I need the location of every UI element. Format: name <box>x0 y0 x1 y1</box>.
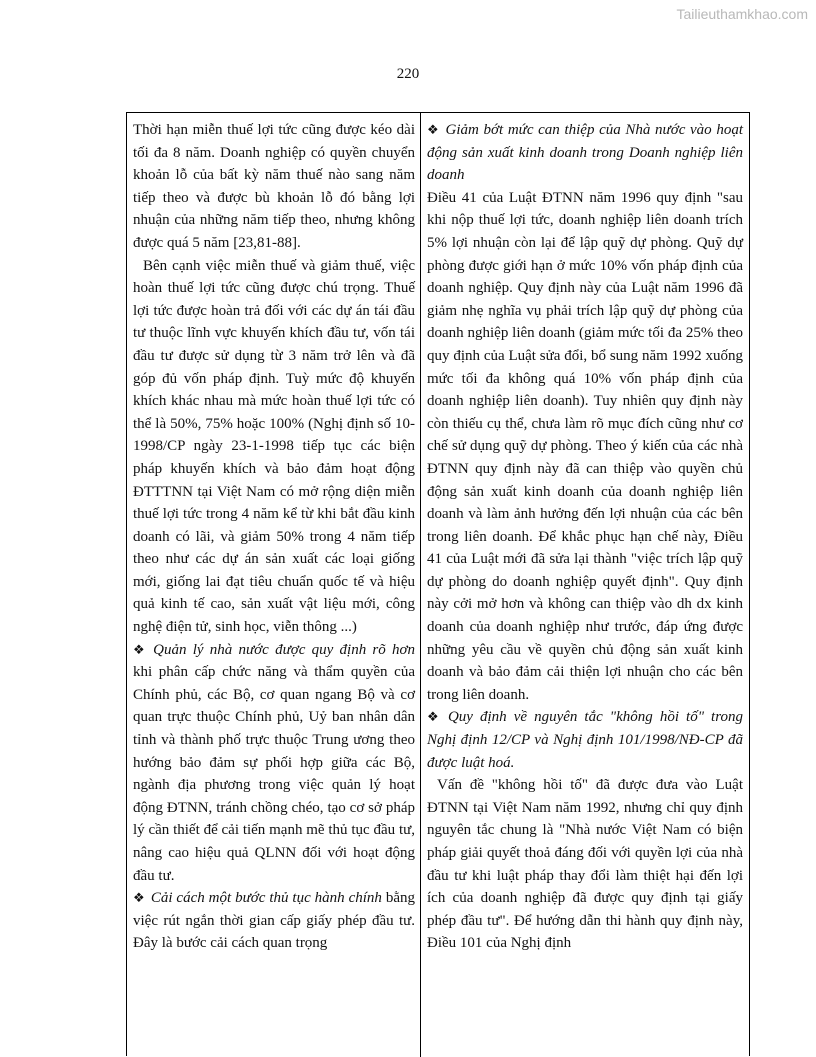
column-divider <box>420 113 421 1057</box>
right-bullet-2 <box>427 706 743 774</box>
left-bullet-1-heading: Quản lý nhà nước được quy định rõ hơn <box>153 641 416 658</box>
two-column-table <box>126 112 750 1056</box>
bullet-icon: ❖ <box>133 641 148 657</box>
left-bullet-1-text: khi phân cấp chức năng và thẩm quyền của Chính phủ, các Bộ, cơ quan ngang Bộ và cơ quan trực thuộc Chính phủ, Uỷ ban nhân dân tỉnh và thành phố trực thuộc Trung ương theo hướng bảo đảm sự phối hợp giữa các Bộ, ngành địa phương trong việc quản lý hoạt động ĐTNN, tránh chồng chéo, tạo cơ sở pháp lý cần thiết để cải tiến mạnh mẽ thủ tục đầu tư, nâng cao hiệu quả QLNN đối với hoạt động đầu tư. <box>133 664 415 884</box>
left-paragraph-1: Thời hạn miễn thuế lợi tức cũng được kéo dài tối đa 8 năm. Doanh nghiệp có quyền chuyển khoản lỗ của bất kỳ năm thuế nào sang năm tiếp theo và được bù khoản lỗ đó bằng lợi nhuận của những năm tiếp theo, nhưng không được quá 5 năm [23,81-88]. <box>133 122 415 251</box>
page-number: 220 <box>396 66 420 82</box>
left-bullet-2 <box>133 887 415 955</box>
left-paragraph-2: Bên cạnh việc miễn thuế và giảm thuế, việc hoàn thuế lợi tức cũng được chú trọng. Thuế lợi tức được hoàn trả đối với các dự án tái đầu tư thuộc lĩnh vực khuyến khích đầu tư, vốn tái đầu tư được sử dụng từ 3 năm trở lên và đã góp đủ vốn pháp định. Tuỳ mức độ khuyến khích khác nhau mà mức hoàn thuế lợi tức có thể là 50%, 75% hoặc 100% (Nghị định số 10-1998/CP ngày 23-1-1998 tiếp tục các biện pháp khuyến khích và bảo đảm hoạt động ĐTTTNN tại Việt Nam có mở rộng diện miễn thuế lợi tức trong 4 năm kể từ khi bắt đầu kinh doanh có lãi, và giảm 50% trong 4 năm tiếp theo như các dự án sản xuất các loại giống mới, giống lai đạt tiêu chuẩn quốc tế và hiệu quả kinh tế cao, sản xuất vật liệu mới, công nghệ điện tử, sinh học, viễn thông ...) <box>133 257 415 636</box>
right-paragraph-1: Điều 41 của Luật ĐTNN năm 1996 quy định "sau khi nộp thuế lợi tức, doanh nghiệp liên doanh trích 5% lợi nhuận còn lại để lập quỹ dự phòng. Quỹ dự phòng được giới hạn ở mức 10% vốn pháp định của doanh nghiệp. Quy định này của Luật năm 1996 đã giảm nhẹ nghĩa vụ phải trích lập quỹ dự phòng của doanh nghiệp liên doanh (giảm mức tối đa 25% theo quy định của Luật sửa đổi, bổ sung năm 1992 xuống mức tối đa không quá 10% vốn pháp định của doanh nghiệp liên doanh). Tuy nhiên quy định này còn thiếu cụ thể, chưa làm rõ mục đích cũng như cơ chế sử dụng quỹ dự phòng. Theo ý kiến của các nhà ĐTNN quy định này đã can thiệp vào quyền chủ động sản xuất kinh doanh của doanh nghiệp liên doanh và làm ảnh hưởng đến lợi nhuận của các bên trong liên doanh. Để khắc phục hạn chế này, Điều 41 của Luật mới đã sửa lại thành "việc trích lập quỹ dự phòng do doanh nghiệp quyết định". Quy định này cởi mở hơn và không can thiệp vào dh dx kinh doanh của doanh nghiệp như trước, đáp ứng được những yêu cầu về quyền chủ động sản xuất kinh doanh và bảo đảm cải thiện lợi nhuận cho các bên trong liên doanh. <box>427 189 743 703</box>
left-column <box>133 119 415 955</box>
right-paragraph-2: Vấn đề "không hồi tố" đã được đưa vào Luật ĐTNN tại Việt Nam năm 1992, nhưng chỉ quy định nguyên tắc chung là "Nhà nước Việt Nam có biện pháp giải quyết thoả đáng đối với quyền lợi của nhà đầu tư khi luật pháp thay đổi làm thiệt hại đến lợi ích của doanh nghiệp đã được quy định tại giấy phép đầu tư". Để hướng dẫn thi hành quy định này, Điều 101 của Nghị định <box>427 777 743 952</box>
right-bullet-2-heading: Quy định về nguyên tắc "không hồi tố" trong Nghị định 12/CP và Nghị định 101/1998/NĐ-CP đã được luật hoá. <box>427 709 743 771</box>
bullet-icon: ❖ <box>133 890 145 906</box>
left-bullet-2-text: bằng việc rút ngắn thời gian cấp giấy phép đầu tư. Đây là bước cải cách quan trọng <box>133 890 415 952</box>
left-bullet-2-heading: Cải cách một bước thủ tục hành chính <box>150 890 382 907</box>
right-column <box>427 119 743 955</box>
right-bullet-1 <box>427 119 743 187</box>
right-bullet-1-heading: Giảm bớt mức can thiệp của Nhà nước vào hoạt động sản xuất kinh doanh trong Doanh nghiệp liên doanh <box>427 122 743 184</box>
left-bullet-1 <box>133 639 415 888</box>
watermark: Tailieuthamkhao.com <box>676 6 808 22</box>
bullet-icon: ❖ <box>427 709 442 725</box>
bullet-icon: ❖ <box>427 122 440 137</box>
